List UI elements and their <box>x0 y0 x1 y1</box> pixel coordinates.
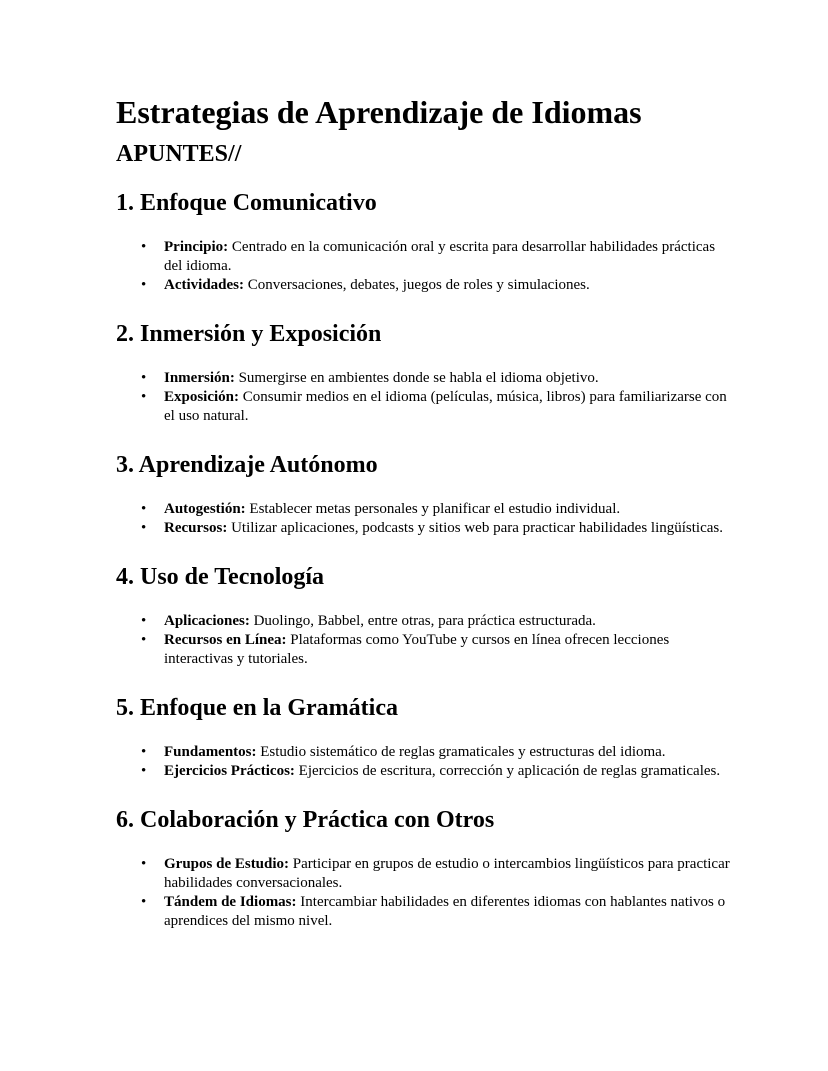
section-heading: 2. Inmersión y Exposición <box>116 321 382 347</box>
section-heading: 5. Enfoque en la Gramática <box>116 695 398 721</box>
bullet-icon: • <box>141 520 147 536</box>
bullet-list <box>116 369 736 426</box>
bullet-list <box>116 612 736 669</box>
list-item <box>141 519 736 538</box>
section-colaboracion-practica <box>116 805 736 931</box>
item-term: Ejercicios Prácticos: <box>164 763 295 779</box>
bullet-list <box>116 500 736 538</box>
bullet-icon: • <box>141 744 147 760</box>
list-item <box>141 855 736 893</box>
bullet-list <box>116 238 736 295</box>
item-term: Grupos de Estudio: <box>164 856 290 872</box>
bullet-list <box>116 743 736 781</box>
section-enfoque-gramatica <box>116 693 736 781</box>
section-heading: 3. Aprendizaje Autónomo <box>116 452 378 478</box>
item-text: Participar en grupos de estudio o intercambios lingüísticos para practicar habilidades conversacionales. <box>164 856 730 891</box>
item-text: Estudio sistemático de reglas gramaticales y estructuras del idioma. <box>260 744 666 760</box>
list-item <box>141 612 736 631</box>
list-item <box>141 388 736 426</box>
bullet-icon: • <box>141 277 147 293</box>
item-term: Recursos: <box>164 520 228 536</box>
item-term: Exposición: <box>164 389 240 405</box>
item-term: Principio: <box>164 239 229 255</box>
document-title: Estrategias de Aprendizaje de Idiomas <box>116 94 642 130</box>
section-heading: 4. Uso de Tecnología <box>116 564 325 590</box>
bullet-icon: • <box>141 894 147 910</box>
list-item <box>141 500 736 519</box>
item-term: Tándem de Idiomas: <box>164 894 297 910</box>
item-text: Centrado en la comunicación oral y escrita para desarrollar habilidades prácticas del idioma. <box>164 239 716 274</box>
item-text: Sumergirse en ambientes donde se habla el idioma objetivo. <box>238 370 599 386</box>
item-text: Intercambiar habilidades en diferentes idiomas con hablantes nativos o aprendices del mismo nivel. <box>164 894 726 929</box>
section-heading: 6. Colaboración y Práctica con Otros <box>116 807 495 833</box>
item-term: Actividades: <box>164 277 244 293</box>
bullet-icon: • <box>141 856 147 872</box>
bullet-list <box>116 855 736 931</box>
bullet-icon: • <box>141 370 147 386</box>
bullet-icon: • <box>141 239 147 255</box>
section-heading: 1. Enfoque Comunicativo <box>116 190 377 216</box>
item-term: Inmersión: <box>164 370 235 386</box>
section-enfoque-comunicativo <box>116 188 736 295</box>
list-item <box>141 743 736 762</box>
section-aprendizaje-autonomo <box>116 450 736 538</box>
item-term: Autogestión: <box>164 501 246 517</box>
list-item <box>141 369 736 388</box>
section-uso-tecnologia <box>116 562 736 669</box>
item-text: Consumir medios en el idioma (películas, música, libros) para familiarizarse con el uso natural. <box>164 389 727 424</box>
bullet-icon: • <box>141 763 147 779</box>
item-text: Utilizar aplicaciones, podcasts y sitios web para practicar habilidades lingüísticas. <box>231 520 724 536</box>
bullet-icon: • <box>141 389 147 405</box>
list-item <box>141 276 736 295</box>
list-item <box>141 893 736 931</box>
list-item <box>141 238 736 276</box>
list-item <box>141 762 736 781</box>
item-term: Fundamentos: <box>164 744 257 760</box>
item-text: Conversaciones, debates, juegos de roles y simulaciones. <box>247 277 590 293</box>
item-text: Duolingo, Babbel, entre otras, para práctica estructurada. <box>253 613 596 629</box>
bullet-icon: • <box>141 632 147 648</box>
item-text: Establecer metas personales y planificar el estudio individual. <box>249 501 621 517</box>
item-term: Aplicaciones: <box>164 613 250 629</box>
item-text: Plataformas como YouTube y cursos en línea ofrecen lecciones interactivas y tutoriales. <box>164 632 670 667</box>
list-item <box>141 631 736 669</box>
item-text: Ejercicios de escritura, corrección y aplicación de reglas gramaticales. <box>298 763 721 779</box>
document-page <box>116 92 736 955</box>
document-subtitle: APUNTES// <box>116 141 242 167</box>
item-term: Recursos en Línea: <box>164 632 287 648</box>
bullet-icon: • <box>141 613 147 629</box>
bullet-icon: • <box>141 501 147 517</box>
section-inmersion-exposicion <box>116 319 736 426</box>
